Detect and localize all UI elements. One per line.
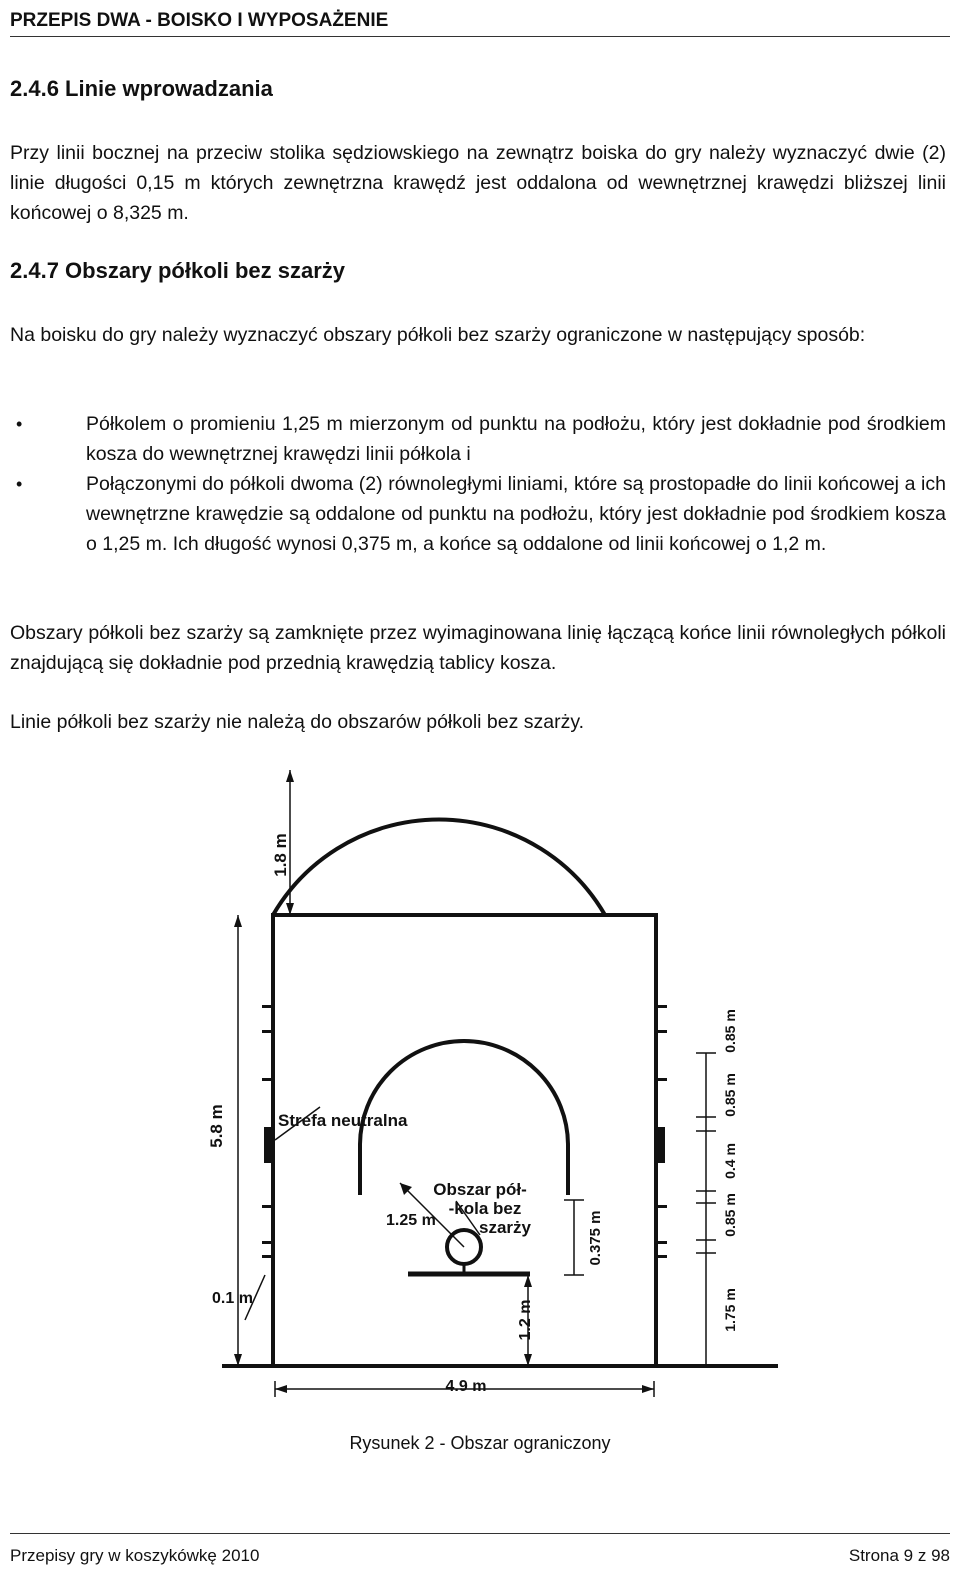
label-0-85-b: 0.85 m <box>722 1073 738 1117</box>
section-2-4-7-intro: Na boisku do gry należy wyznaczyć obszary półkoli bez szarży ograniczone w następujący sposób: <box>10 324 866 346</box>
label-neutral-zone: Strefa neutralna <box>278 1111 408 1130</box>
list-item: • Połączonymi do półkoli dwoma (2) równoległymi liniami, które są prostopadłe do linii końcowej a ich wewnętrzne krawędzie są oddalone od punktu na podłożu, który jest dokładnie pod środkiem kosza o 1,25 m. Ich długość wynosi 0,375 m, a końce są oddalone od linii końcowej o 1,2 m. <box>28 469 946 559</box>
page-footer <box>10 1533 950 1566</box>
figure-caption: Rysunek 2 - Obszar ograniczony <box>349 1433 611 1453</box>
restricted-area-diagram <box>0 755 960 1405</box>
paragraph-lines-note: Linie półkoli bez szarży nie należą do obszarów półkoli bez szarży. <box>10 711 585 733</box>
court-outline <box>273 915 656 1368</box>
neutral-zone-left <box>264 1127 273 1163</box>
label-0-85-c: 0.85 m <box>722 1193 738 1237</box>
label-0-4: 0.4 m <box>722 1143 738 1179</box>
bullet-list <box>28 409 946 559</box>
label-0-85-a: 0.85 m <box>722 1009 738 1053</box>
section-title-2-4-7: 2.4.7 Obszary półkoli bez szarży <box>10 258 346 283</box>
section-2-4-6-text: Przy linii bocznej na przeciw stolika sędziowskiego na zewnątrz boiska do gry należy wyznaczyć dwie (2) linie długości 0,15 m których zewnętrzna krawędź jest oddalona od wewnętrznej krawędzi bliższej linii końcowej o 8,325 m. <box>10 142 946 224</box>
section-title-2-4-6: 2.4.6 Linie wprowadzania <box>10 76 273 101</box>
label-1-25: 1.25 m <box>386 1212 436 1229</box>
label-area-2: -kola bez <box>448 1199 522 1218</box>
label-0-375: 0.375 m <box>587 1210 604 1266</box>
label-4-9: 4.9 m <box>445 1378 487 1395</box>
label-5-8: 5.8 m <box>207 1104 226 1148</box>
neutral-zone-right <box>656 1127 665 1163</box>
label-0-1: 0.1 m <box>212 1290 253 1307</box>
label-area-3: szarży <box>479 1218 531 1237</box>
label-area-1: Obszar pół- <box>433 1180 527 1199</box>
paragraph-closure: Obszary półkoli bez szarży są zamknięte przez wyimaginowana linię łączącą końce linii równoległych półkoli znajdującą się dokładnie pod przednią krawędzią tablicy kosza. <box>10 622 946 674</box>
label-1-8: 1.8 m <box>271 833 290 877</box>
label-1-2: 1.2 m <box>517 1299 534 1341</box>
page-header: PRZEPIS DWA - BOISKO I WYPOSAŻENIE <box>10 6 950 37</box>
page-number: Strona 9 z 98 <box>848 1546 950 1565</box>
footer-title: Przepisy gry w koszykówkę 2010 <box>10 1546 260 1565</box>
free-throw-circle <box>273 819 605 915</box>
label-1-75: 1.75 m <box>722 1288 738 1332</box>
list-item: • Półkolem o promieniu 1,25 m mierzonym od punktu na podłożu, który jest dokładnie pod środkiem kosza do wewnętrznej krawędzi linii półkola i <box>28 409 946 469</box>
